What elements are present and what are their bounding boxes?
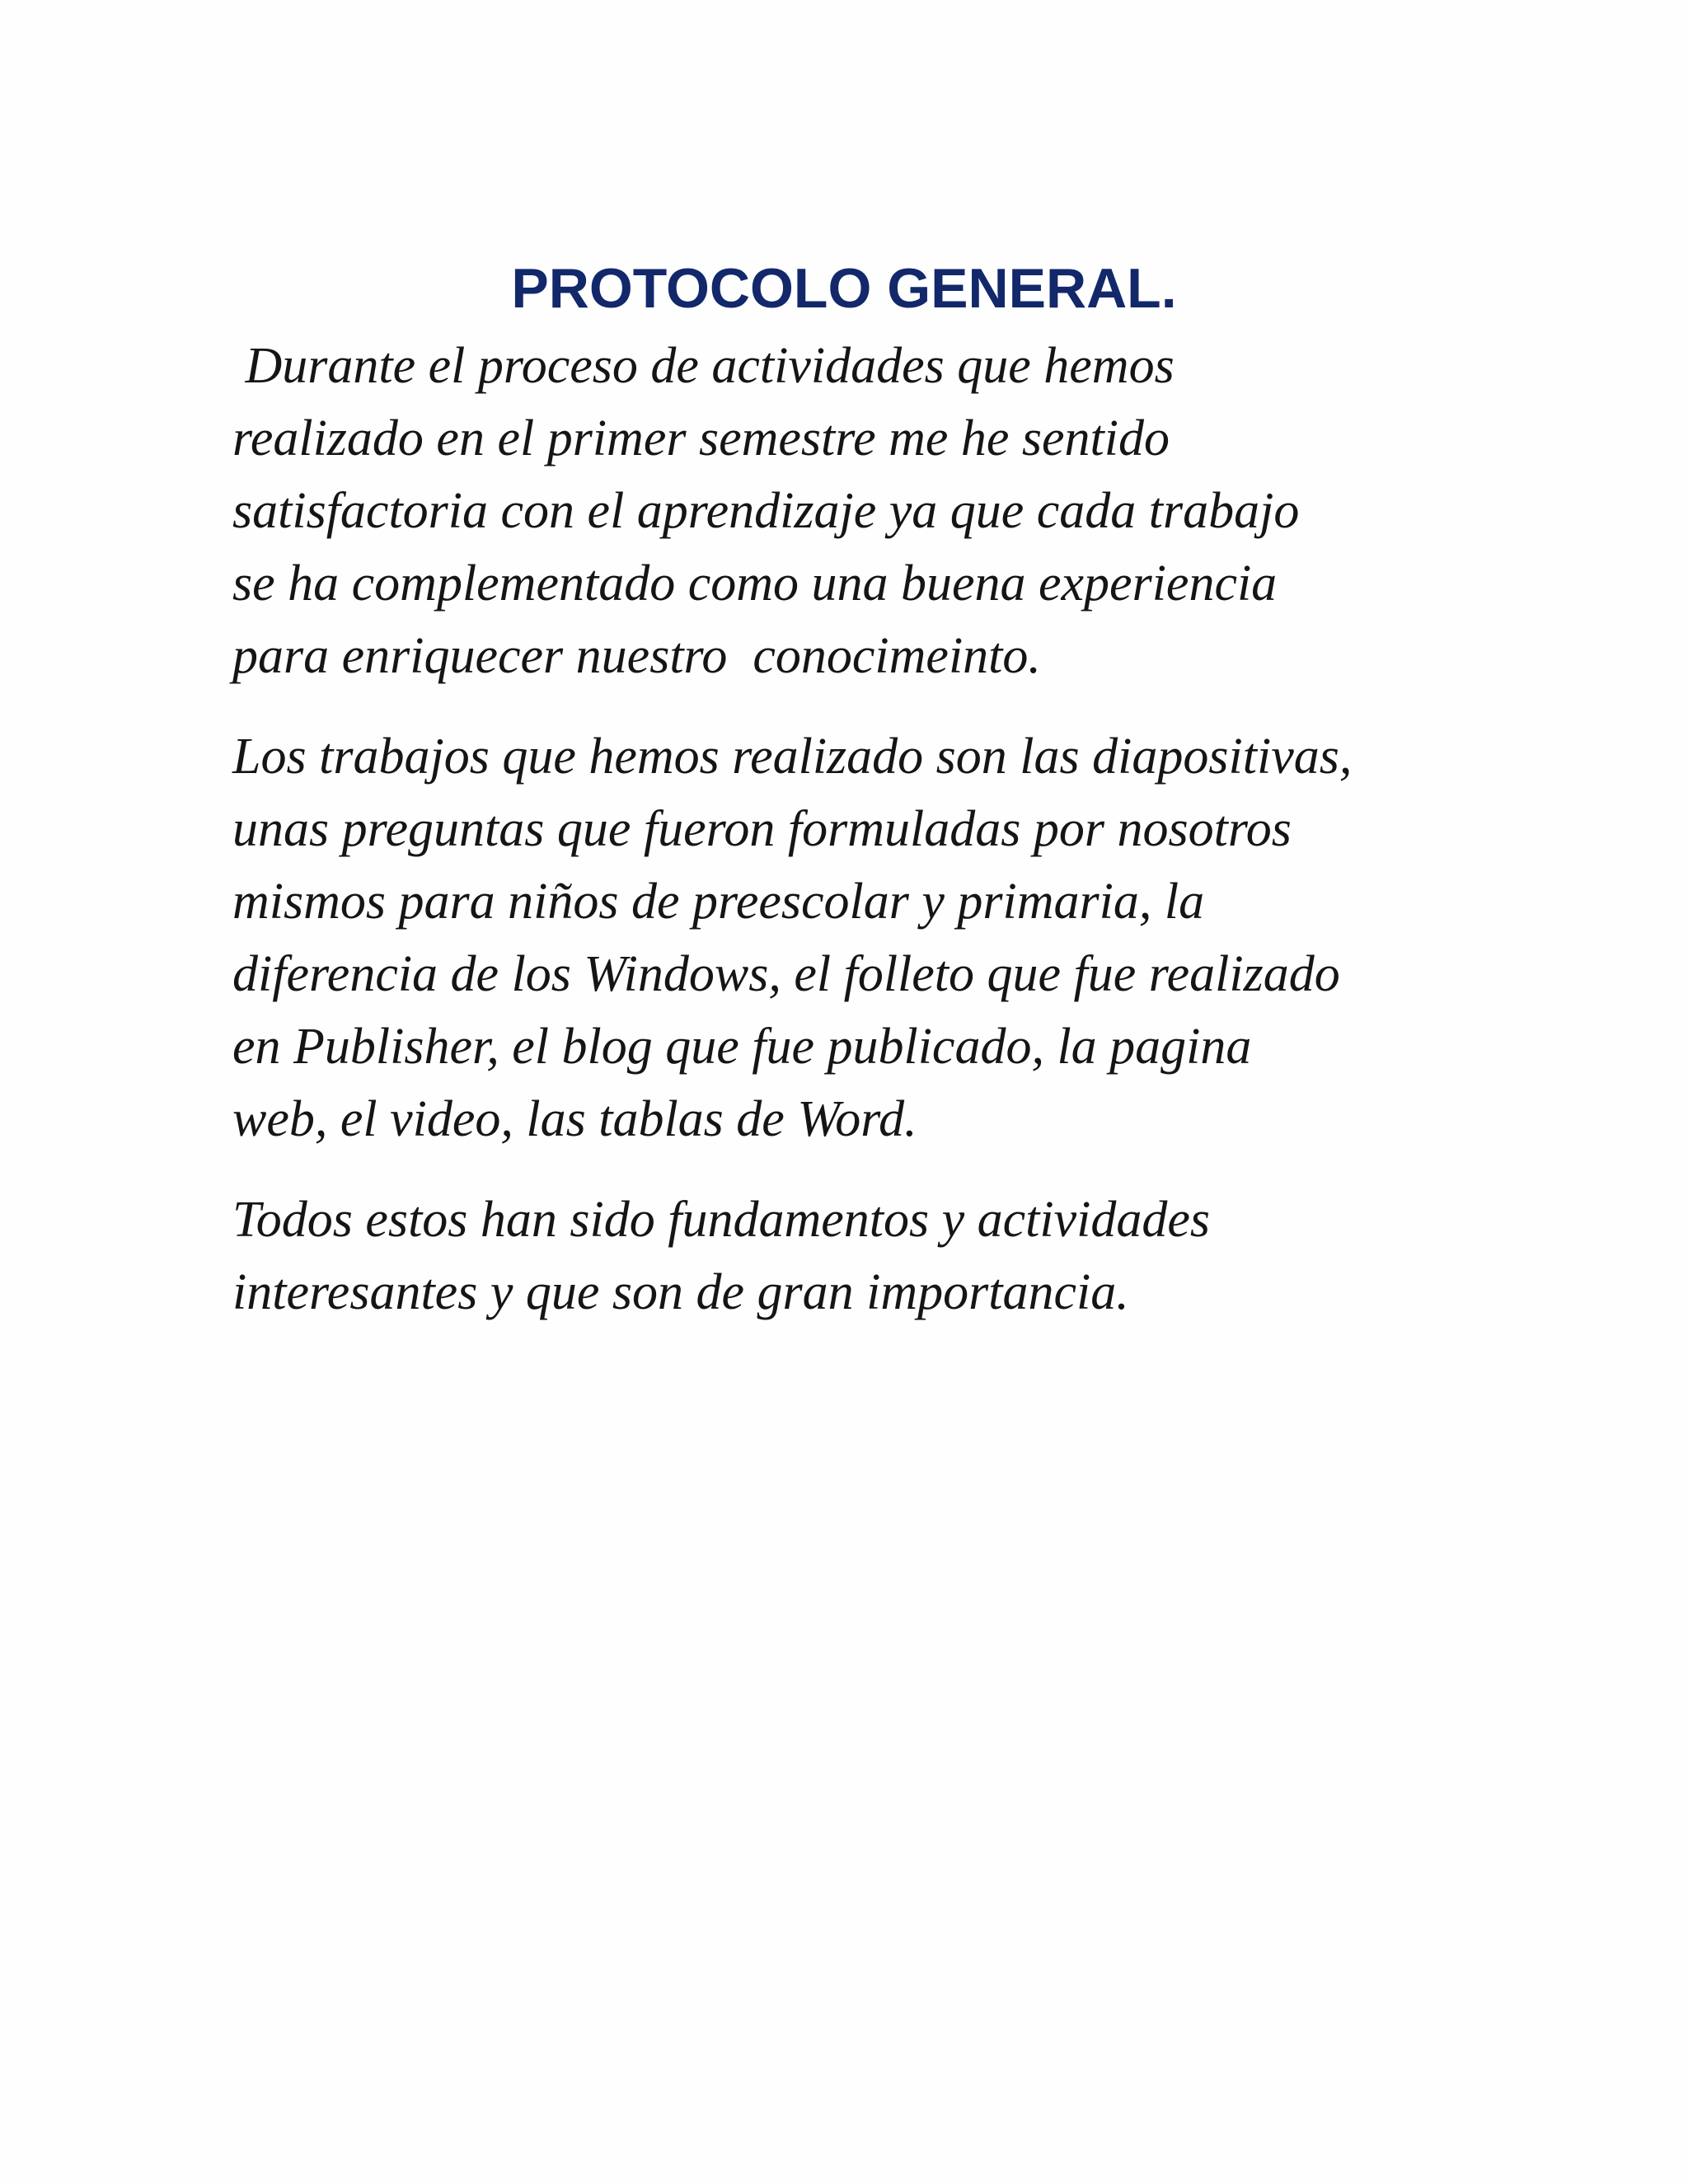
- paragraph-line: Todos estos han sido fundamentos y actividades: [232, 1192, 1211, 1248]
- document-body: [232, 330, 1518, 1357]
- paragraph-line: se ha complementado como una buena experiencia: [232, 555, 1278, 612]
- paragraph-line: en Publisher, el blog que fue publicado, la pagina: [232, 1019, 1252, 1075]
- paragraph-line: Los trabajos que hemos realizado son las diapositivas,: [232, 729, 1353, 785]
- paragraph-line: diferencia de los Windows, el folleto que fue realizado: [232, 946, 1340, 1002]
- paragraph-line: Durante el proceso de actividades que hemos: [232, 338, 1175, 394]
- paragraph-line: interesantes y que son de gran importancia.: [232, 1264, 1129, 1320]
- paragraph-line: mismos para niños de preescolar y primaria, la: [232, 874, 1205, 930]
- paragraph-line: realizado en el primer semestre me he sentido: [232, 410, 1170, 466]
- paragraph-line: unas preguntas que fueron formuladas por nosotros: [232, 801, 1292, 857]
- paragraph-line: satisfactoria con el aprendizaje ya que cada trabajo: [232, 483, 1300, 539]
- paragraph-2: [232, 720, 1518, 1155]
- paragraph-line: para enriquecer nuestro conocimeinto.: [232, 628, 1041, 684]
- paragraph-1: [232, 330, 1518, 692]
- document-title: PROTOCOLO GENERAL.: [511, 257, 1177, 320]
- paragraph-line: web, el video, las tablas de Word.: [232, 1091, 917, 1147]
- paragraph-3: [232, 1183, 1518, 1329]
